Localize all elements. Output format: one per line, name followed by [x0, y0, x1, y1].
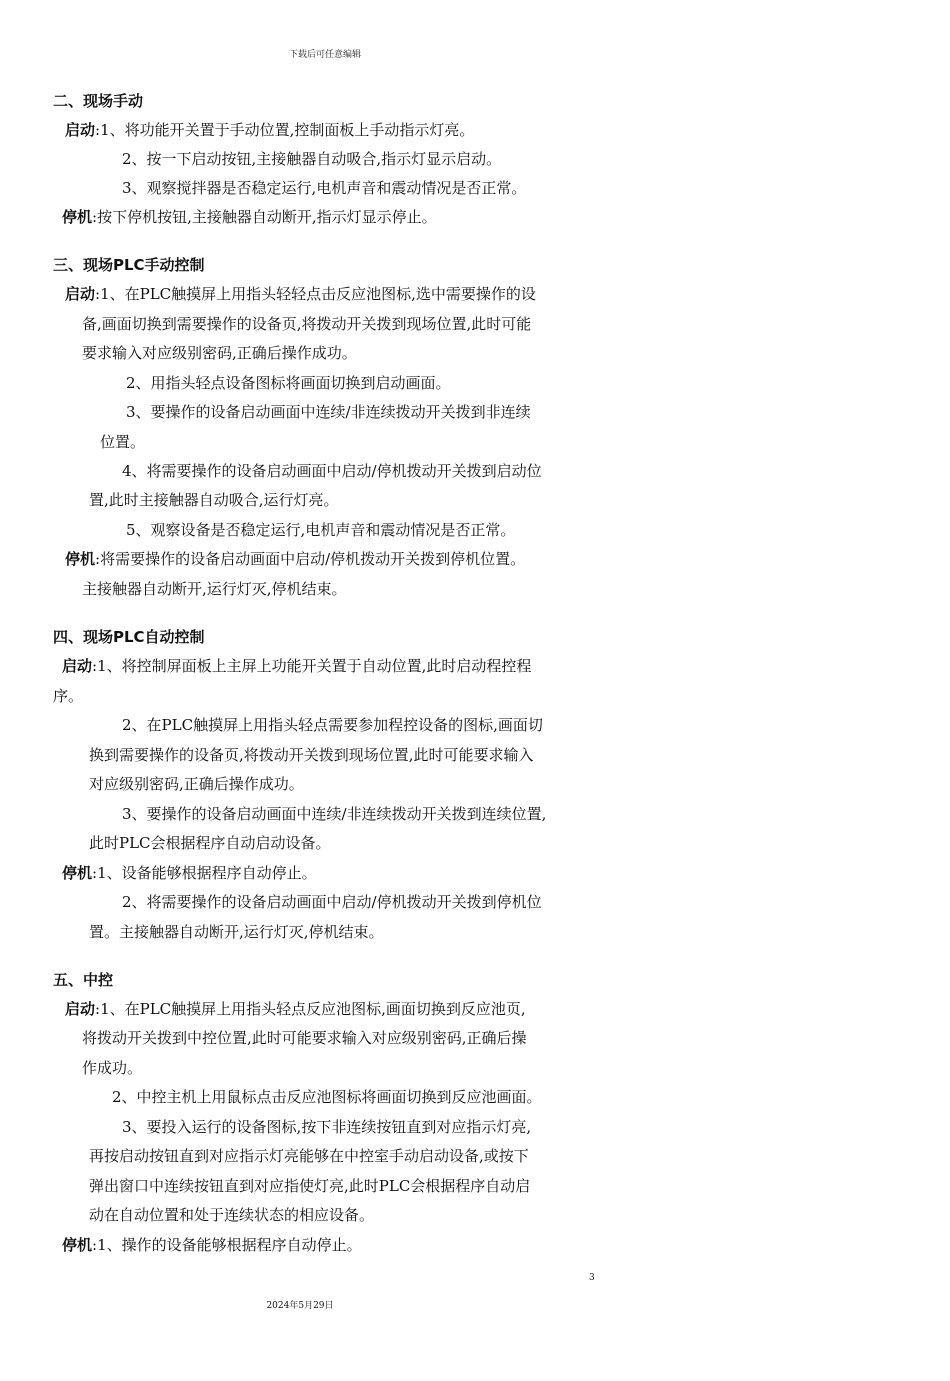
text-line: 主接触器自动断开,运行灯灭,停机结束。: [82, 580, 347, 598]
text-line: 停机:1、操作的设备能够根据程序自动停止。: [62, 1236, 362, 1254]
page-number: 3: [589, 1273, 595, 1283]
text-line: 置。主接触器自动断开,运行灯灭,停机结束。: [89, 923, 384, 941]
text-line: 4、将需要操作的设备启动画面中启动/停机拨动开关拨到启动位: [122, 462, 542, 480]
text-line: 5、观察设备是否稳定运行,电机声音和震动情况是否正常。: [126, 521, 516, 539]
text-line: 2、按一下启动按钮,主接触器自动吸合,指示灯显示启动。: [122, 150, 502, 168]
text-line: 换到需要操作的设备页,将拨动开关拨到现场位置,此时可能要求输入: [89, 746, 534, 764]
text-line: 再按启动按钮直到对应指示灯亮能够在中控室手动启动设备,或按下: [89, 1147, 529, 1165]
text-line: 停机:1、设备能够根据程序自动停止。: [62, 864, 317, 882]
text-line: 2、用指头轻点设备图标将画面切换到启动画面。: [126, 374, 451, 392]
section-title: 五、中控: [53, 971, 114, 989]
line-label: 启动: [65, 1000, 96, 1018]
text-line: 作成功。: [82, 1059, 143, 1077]
page-header: 下载后可任意编辑: [288, 50, 361, 60]
text-line: 启动:1、在PLC触摸屏上用指头轻轻点击反应池图标,选中需要操作的设: [65, 285, 536, 303]
text-line: 位置。: [100, 433, 146, 451]
text-line: 3、要操作的设备启动画面中连续/非连续拨动开关拨到非连续: [126, 403, 531, 421]
text-line: 启动:1、将功能开关置于手动位置,控制面板上手动指示灯亮。: [65, 121, 475, 139]
text-line: 2、中控主机上用鼠标点击反应池图标将画面切换到反应池画面。: [112, 1088, 542, 1106]
text-line: 启动:1、在PLC触摸屏上用指头轻点反应池图标,画面切换到反应池页,: [65, 1000, 526, 1018]
footer-date: 2024年5月29日: [266, 1301, 334, 1311]
section-title: 四、现场PLC自动控制: [53, 628, 205, 646]
text-line: 启动:1、将控制屏面板上主屏上功能开关置于自动位置,此时启动程控程: [62, 657, 532, 675]
text-line: 置,此时主接触器自动吸合,运行灯亮。: [89, 491, 339, 509]
text-line: 备,画面切换到需要操作的设备页,将拨动开关拨到现场位置,此时可能: [82, 315, 532, 333]
line-label: 停机: [62, 1236, 93, 1254]
text-line: 3、要操作的设备启动画面中连续/非连续拨动开关拨到连续位置,: [122, 805, 547, 823]
text-line: 要求输入对应级别密码,正确后操作成功。: [82, 344, 357, 362]
text-line: 3、观察搅拌器是否稳定运行,电机声音和震动情况是否正常。: [122, 179, 527, 197]
text-line: 此时PLC会根据程序自动启动设备。: [89, 834, 331, 852]
text-line: 弹出窗口中连续按钮直到对应指使灯亮,此时PLC会根据程序自动启: [89, 1177, 531, 1195]
text-line: 3、要投入运行的设备图标,按下非连续按钮直到对应指示灯亮,: [122, 1118, 532, 1136]
section-title: 二、现场手动: [53, 92, 144, 110]
text-line: 将拨动开关拨到中控位置,此时可能要求输入对应级别密码,正确后操: [82, 1029, 527, 1047]
text-line: 序。: [53, 687, 84, 705]
line-label: 启动: [65, 285, 96, 303]
text-line: 对应级别密码,正确后操作成功。: [89, 775, 304, 793]
text-line: 2、在PLC触摸屏上用指头轻点需要参加程控设备的图标,画面切: [122, 716, 543, 734]
line-label: 停机: [62, 208, 93, 226]
section-title: 三、现场PLC手动控制: [53, 256, 205, 274]
text-line: 停机:按下停机按钮,主接触器自动断开,指示灯显示停止。: [62, 208, 437, 226]
line-label: 启动: [62, 657, 93, 675]
line-label: 停机: [62, 864, 93, 882]
text-line: 停机:将需要操作的设备启动画面中启动/停机拨动开关拨到停机位置。: [65, 550, 526, 568]
text-line: 2、将需要操作的设备启动画面中启动/停机拨动开关拨到停机位: [122, 893, 542, 911]
line-label: 停机: [65, 550, 96, 568]
text-line: 动在自动位置和处于连续状态的相应设备。: [89, 1206, 375, 1224]
line-label: 启动: [65, 121, 96, 139]
